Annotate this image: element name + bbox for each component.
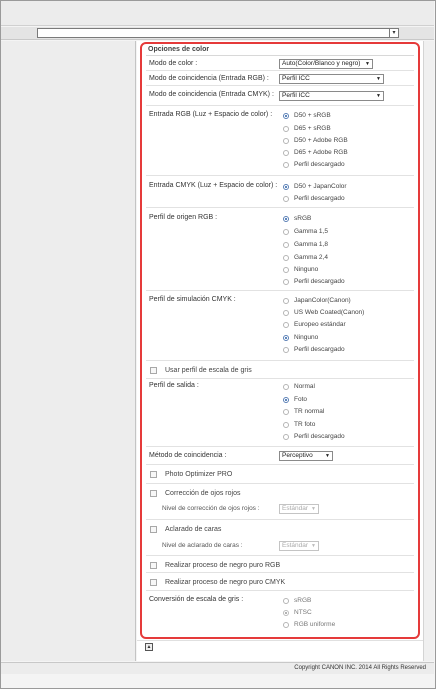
row-pure-black-cmyk bbox=[146, 573, 414, 591]
divider bbox=[146, 55, 414, 56]
title-bar bbox=[1, 1, 434, 26]
red-eye-level-select[interactable] bbox=[279, 504, 319, 514]
left-sidebar bbox=[1, 41, 136, 661]
radio-selected-icon bbox=[283, 335, 289, 341]
radio-label: Perfil descargado bbox=[294, 346, 345, 353]
radio-label: NTSC bbox=[294, 609, 312, 616]
face-brightener-level-value: Estándar bbox=[282, 542, 309, 549]
chevron-down-icon: ▼ bbox=[325, 453, 330, 459]
color-mode-select[interactable] bbox=[279, 59, 373, 69]
matching-cmyk-value: Perfil ICC bbox=[282, 92, 310, 99]
radio-icon bbox=[283, 322, 289, 328]
copyright-text: Copyright CANON INC. 2014 All Rights Reserved bbox=[294, 665, 426, 671]
matching-method-label: Método de coincidencia : bbox=[149, 452, 227, 459]
row-face-brightener bbox=[146, 520, 414, 556]
radio-label: sRGB bbox=[294, 597, 312, 604]
radio-label: US Web Coated(Canon) bbox=[294, 309, 365, 316]
face-brightener-level-label: Nivel de aclarado de caras : bbox=[162, 542, 243, 549]
radio-icon bbox=[283, 347, 289, 353]
radio-label: Ninguno bbox=[294, 266, 319, 273]
matching-rgb-select[interactable] bbox=[279, 74, 384, 84]
red-eye-level-label: Nivel de corrección de ojos rojos : bbox=[162, 505, 260, 512]
face-brightener-level-select[interactable] bbox=[279, 541, 319, 551]
checkbox-icon bbox=[150, 526, 157, 533]
checkbox-label: Photo Optimizer PRO bbox=[165, 471, 233, 478]
vertical-scrollbar[interactable] bbox=[423, 41, 434, 661]
radio-label: Ninguno bbox=[294, 334, 319, 341]
output-profile-label: Perfil de salida : bbox=[149, 382, 199, 389]
radio-icon bbox=[283, 422, 289, 428]
radio-icon bbox=[283, 279, 289, 285]
row-matching-rgb bbox=[146, 71, 414, 86]
checkbox-icon bbox=[150, 562, 157, 569]
radio-icon bbox=[283, 310, 289, 316]
matching-method-value: Perceptivo bbox=[282, 452, 313, 459]
row-photo-optimizer bbox=[146, 465, 414, 484]
radio-label: Normal bbox=[294, 383, 315, 390]
checkbox-icon bbox=[150, 471, 157, 478]
checkbox-label: Aclarado de caras bbox=[165, 526, 222, 533]
radio-label: Europeo estándar bbox=[294, 321, 346, 328]
color-mode-value: Auto(Color/Blanco y negro) bbox=[282, 60, 361, 67]
row-grayscale-profile bbox=[146, 361, 414, 379]
radio-icon bbox=[283, 384, 289, 390]
chevron-down-icon[interactable]: ▾ bbox=[389, 29, 398, 37]
checkbox-icon bbox=[150, 367, 157, 374]
radio-icon bbox=[283, 598, 289, 604]
radio-label: D65 + Adobe RGB bbox=[294, 149, 348, 156]
radio-label: Perfil descargado bbox=[294, 195, 345, 202]
footer-spacer bbox=[1, 674, 434, 687]
radio-icon bbox=[283, 255, 289, 261]
chevron-down-icon: ▼ bbox=[365, 61, 370, 67]
color-options-panel bbox=[140, 42, 420, 639]
chevron-down-icon: ▼ bbox=[311, 506, 316, 512]
row-pure-black-rgb bbox=[146, 556, 414, 573]
radio-selected-icon bbox=[283, 113, 289, 119]
rgb-input-label: Entrada RGB (Luz + Espacio de color) : bbox=[149, 111, 273, 118]
radio-label: Perfil descargado bbox=[294, 278, 345, 285]
radio-label: TR normal bbox=[294, 408, 325, 415]
scroll-to-top-icon[interactable]: ▲ bbox=[146, 644, 152, 650]
radio-icon bbox=[283, 409, 289, 415]
matching-cmyk-select[interactable] bbox=[279, 91, 384, 101]
radio-label: JapanColor(Canon) bbox=[294, 297, 351, 304]
row-output-profile bbox=[146, 379, 414, 447]
checkbox-label: Usar perfil de escala de gris bbox=[165, 367, 252, 374]
checkbox-label: Corrección de ojos rojos bbox=[165, 490, 241, 497]
radio-label: D50 + sRGB bbox=[294, 112, 331, 119]
radio-selected-icon bbox=[283, 184, 289, 190]
matching-rgb-value: Perfil ICC bbox=[282, 75, 310, 82]
navigation-select[interactable] bbox=[37, 28, 399, 38]
toolbar bbox=[1, 27, 434, 40]
chevron-down-icon: ▼ bbox=[376, 93, 381, 99]
color-mode-label: Modo de color : bbox=[149, 60, 198, 67]
radio-label: D65 + sRGB bbox=[294, 125, 331, 132]
row-rgb-source-profile bbox=[146, 208, 414, 291]
radio-selected-icon bbox=[283, 216, 289, 222]
radio-icon bbox=[283, 126, 289, 132]
row-grayscale-conversion bbox=[146, 591, 414, 635]
cmyk-simulation-label: Perfil de simulación CMYK : bbox=[149, 296, 236, 303]
red-eye-level-value: Estándar bbox=[282, 505, 309, 512]
radio-label: TR foto bbox=[294, 421, 316, 428]
radio-icon bbox=[283, 138, 289, 144]
rgb-source-label: Perfil de origen RGB : bbox=[149, 214, 218, 221]
radio-selected-icon bbox=[283, 610, 289, 616]
radio-label: Gamma 1,5 bbox=[294, 228, 328, 235]
radio-label: sRGB bbox=[294, 215, 312, 222]
row-red-eye bbox=[146, 484, 414, 520]
matching-cmyk-label: Modo de coincidencia (Entrada CMYK) : bbox=[149, 91, 274, 98]
radio-label: RGB uniforme bbox=[294, 621, 336, 628]
panel-title: Opciones de color bbox=[148, 46, 210, 53]
chevron-down-icon: ▼ bbox=[376, 76, 381, 82]
footer bbox=[1, 662, 434, 674]
radio-selected-icon bbox=[283, 397, 289, 403]
radio-icon bbox=[283, 434, 289, 440]
cmyk-input-label: Entrada CMYK (Luz + Espacio de color) : bbox=[149, 182, 278, 189]
radio-icon bbox=[283, 298, 289, 304]
radio-icon bbox=[283, 229, 289, 235]
radio-label: Perfil descargado bbox=[294, 161, 345, 168]
radio-icon bbox=[283, 162, 289, 168]
radio-label: Foto bbox=[294, 396, 308, 403]
matching-method-select[interactable] bbox=[279, 451, 333, 461]
matching-rgb-label: Modo de coincidencia (Entrada RGB) : bbox=[149, 75, 269, 82]
row-rgb-input bbox=[146, 106, 414, 176]
checkbox-label: Realizar proceso de negro puro RGB bbox=[165, 562, 281, 569]
checkbox-icon bbox=[150, 579, 157, 586]
bottom-bar bbox=[137, 640, 423, 661]
row-color-mode bbox=[146, 57, 414, 71]
radio-icon bbox=[283, 622, 289, 628]
radio-label: Gamma 1,8 bbox=[294, 241, 328, 248]
row-cmyk-simulation-profile bbox=[146, 291, 414, 361]
radio-label: Perfil descargado bbox=[294, 433, 345, 440]
chevron-down-icon: ▼ bbox=[311, 543, 316, 549]
radio-label: D50 + Adobe RGB bbox=[294, 137, 348, 144]
row-cmyk-input bbox=[146, 176, 414, 208]
row-matching-cmyk bbox=[146, 86, 414, 106]
radio-icon bbox=[283, 150, 289, 156]
checkbox-icon bbox=[150, 490, 157, 497]
radio-label: D50 + JapanColor bbox=[294, 183, 347, 190]
radio-label: Gamma 2,4 bbox=[294, 254, 328, 261]
row-matching-method bbox=[146, 447, 414, 465]
radio-icon bbox=[283, 267, 289, 273]
radio-icon bbox=[283, 196, 289, 202]
grayscale-conversion-label: Conversión de escala de gris : bbox=[149, 596, 244, 603]
radio-icon bbox=[283, 242, 289, 248]
checkbox-label: Realizar proceso de negro puro CMYK bbox=[165, 579, 286, 586]
